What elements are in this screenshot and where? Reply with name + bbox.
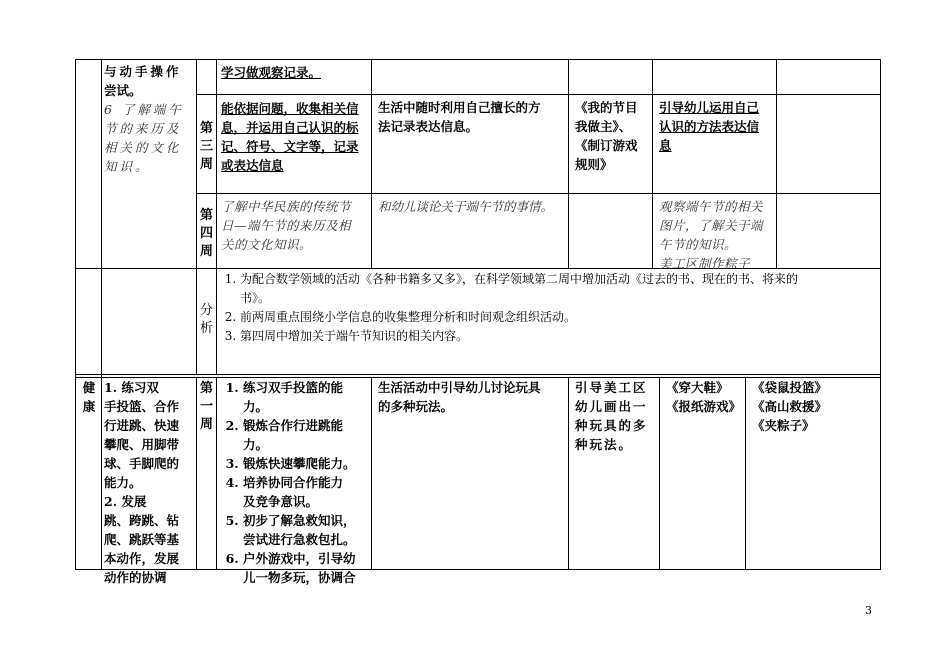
analysis-line: 2. 前两周重点围绕小学信息的收集整理分析和时间观念组织活动。 bbox=[240, 310, 577, 324]
week3-life-activity bbox=[378, 98, 568, 136]
goal-line: 与动手操作 bbox=[104, 64, 182, 79]
week-char: 第 bbox=[199, 381, 213, 396]
col-divider bbox=[216, 377, 217, 570]
health-goals bbox=[104, 378, 195, 587]
row-divider bbox=[196, 193, 881, 194]
content-line: 日—端午节的来历及相 bbox=[221, 218, 352, 233]
week-char: 第 bbox=[199, 121, 213, 136]
week-char: 三 bbox=[199, 139, 213, 154]
analysis-label bbox=[197, 302, 216, 338]
col-divider bbox=[568, 377, 569, 570]
col-divider bbox=[659, 377, 660, 570]
content-line: 能依据问题，收集相关信 bbox=[221, 101, 359, 116]
content-line: 1. 练习双手投篮的能 bbox=[243, 380, 344, 395]
content-line: 息 bbox=[659, 138, 672, 153]
health-games-outdoor bbox=[752, 378, 880, 435]
analysis-item bbox=[240, 327, 878, 346]
content-line: 尝试进行急救包扎。 bbox=[243, 532, 356, 547]
week-char: 四 bbox=[199, 226, 213, 241]
row-divider bbox=[196, 94, 881, 95]
week4-content bbox=[221, 197, 371, 254]
goal-line: 1. 练习双 bbox=[104, 380, 159, 395]
content-item bbox=[243, 454, 371, 473]
game-line: 《穿大鞋》 bbox=[666, 380, 729, 395]
content-line: 记、符号、文字等，记录 bbox=[221, 139, 359, 154]
analysis-line: 书》。 bbox=[240, 291, 271, 305]
week4-area-activity bbox=[659, 197, 777, 273]
col-divider bbox=[216, 59, 217, 375]
col-divider bbox=[101, 59, 102, 570]
content-line: 引导美工区 bbox=[575, 380, 648, 395]
content-line: 4. 培养协同合作能力 bbox=[243, 475, 344, 490]
content-item bbox=[243, 473, 371, 511]
health-area-activity bbox=[575, 378, 657, 454]
week3-content bbox=[221, 99, 371, 175]
content-line: 及竞争意识。 bbox=[243, 494, 319, 509]
analysis-line: 1. 为配合数学领域的活动《各种书籍多又多》，在科学领域第二周中增加活动《过去的书、现在的书、将来的 bbox=[240, 272, 799, 286]
week3-label bbox=[197, 120, 216, 174]
content-item bbox=[243, 511, 371, 549]
content-line: 3. 锻炼快速攀爬能力。 bbox=[243, 456, 356, 471]
content-line: 种玩法。 bbox=[575, 437, 634, 452]
goal-line: 能力。 bbox=[104, 475, 142, 490]
content-line: 2. 锻炼合作行进跳能 bbox=[243, 418, 344, 433]
label-char: 析 bbox=[199, 321, 213, 336]
domain-health bbox=[78, 378, 100, 416]
content-line: 观察端午节的相关 bbox=[659, 199, 764, 214]
week-char: 周 bbox=[199, 157, 213, 172]
game-line: 《夹粽子》 bbox=[752, 418, 815, 433]
content-line: 5. 初步了解急救知识， bbox=[243, 513, 356, 528]
health-week1-label bbox=[197, 380, 216, 434]
col-divider bbox=[371, 59, 372, 269]
analysis-item bbox=[240, 308, 878, 327]
content-line: 引导幼儿运用自己 bbox=[659, 100, 760, 115]
week3-game bbox=[575, 98, 653, 174]
week4-life-activity: 和幼儿谈论关于端午节的事情。 bbox=[378, 199, 554, 214]
analysis-list bbox=[222, 270, 878, 346]
week-char: 周 bbox=[199, 417, 213, 432]
game-line: 《高山救援》 bbox=[752, 399, 828, 414]
domain-char: 康 bbox=[82, 399, 96, 414]
content-line: 的多种玩法。 bbox=[378, 399, 454, 414]
goal-line: 节的来历及 bbox=[104, 121, 182, 136]
content-line: 《我的节目 bbox=[575, 100, 638, 115]
content-line: 种玩具的多 bbox=[575, 418, 648, 433]
content-line: 美工区制作粽子 bbox=[659, 256, 751, 271]
week2-activity-cont: 学习做观察记录。 bbox=[221, 65, 322, 80]
week-char: 周 bbox=[199, 244, 213, 259]
goal-line: 6 了解端午 bbox=[104, 102, 184, 117]
goal-line: 2. 发展 bbox=[104, 494, 147, 509]
game-line: 《报纸游戏》 bbox=[666, 399, 742, 414]
goal-line: 跳、跨跳、钻 bbox=[104, 513, 180, 528]
goal-line: 行进跳、快速 bbox=[104, 418, 180, 433]
goal-line: 球、手脚爬的 bbox=[104, 456, 180, 471]
content-line: 6. 户外游戏中，引导幼 bbox=[243, 551, 356, 566]
content-line: 力。 bbox=[243, 437, 269, 452]
content-line: 息，并运用自己认识的标 bbox=[221, 120, 359, 135]
content-line: 关的文化知识。 bbox=[221, 237, 313, 252]
goal-line: 本动作，发展 bbox=[104, 551, 180, 566]
week4-label bbox=[197, 207, 216, 261]
game-line: 《袋鼠投篮》 bbox=[752, 380, 828, 395]
goal-line: 手投篮、合作 bbox=[104, 399, 180, 414]
analysis-item bbox=[240, 270, 878, 308]
content-line: 规则》 bbox=[575, 157, 613, 172]
content-line: 法记录表达信息。 bbox=[378, 119, 479, 134]
week-char: 第 bbox=[199, 208, 213, 223]
content-item bbox=[243, 416, 371, 454]
content-line: 我做主》、 bbox=[575, 119, 632, 134]
analysis-line: 3. 第四周中增加关于端午节知识的相关内容。 bbox=[240, 329, 469, 343]
page-number: 3 bbox=[865, 604, 872, 617]
label-char: 分 bbox=[199, 303, 213, 318]
col-divider bbox=[371, 377, 372, 570]
content-line: 《制订游戏 bbox=[575, 138, 638, 153]
content-line: 幼儿画出一 bbox=[575, 399, 648, 414]
domain-char: 健 bbox=[82, 380, 96, 395]
health-life-activity bbox=[378, 378, 568, 416]
col-divider bbox=[568, 59, 569, 269]
content-line: 午节的知识。 bbox=[659, 237, 738, 252]
goal-line: 动作的协调 bbox=[104, 570, 167, 585]
content-line: 图片，了解关于端 bbox=[659, 218, 764, 233]
table-right-border bbox=[880, 59, 881, 570]
health-games-week1 bbox=[666, 378, 746, 416]
table-left-border bbox=[75, 59, 76, 570]
content-line: 认识的方法表达信 bbox=[659, 119, 760, 134]
content-item bbox=[243, 378, 371, 416]
goal-continuation bbox=[104, 62, 194, 100]
goal-line: 尝试。 bbox=[104, 83, 142, 98]
goal-item-6 bbox=[104, 100, 194, 176]
content-line: 了解中华民族的传统节 bbox=[221, 199, 352, 214]
goal-line: 攀爬、用脚带 bbox=[104, 437, 180, 452]
content-line: 力。 bbox=[243, 399, 269, 414]
health-week1-content bbox=[221, 378, 371, 587]
goal-line: 相关的文化 bbox=[104, 140, 182, 155]
content-line: 或表达信息 bbox=[221, 158, 284, 173]
week-char: 一 bbox=[199, 399, 213, 414]
content-line: 生活中随时利用自己擅长的方 bbox=[378, 100, 541, 115]
week3-area-activity bbox=[659, 98, 777, 155]
content-line: 儿一物多玩，协调合 bbox=[243, 570, 356, 585]
content-line: 生活活动中引导幼儿讨论玩具 bbox=[378, 380, 541, 395]
content-item bbox=[243, 549, 371, 587]
goal-line: 爬、跳跃等基 bbox=[104, 532, 180, 547]
goal-line: 知识。 bbox=[104, 159, 151, 174]
